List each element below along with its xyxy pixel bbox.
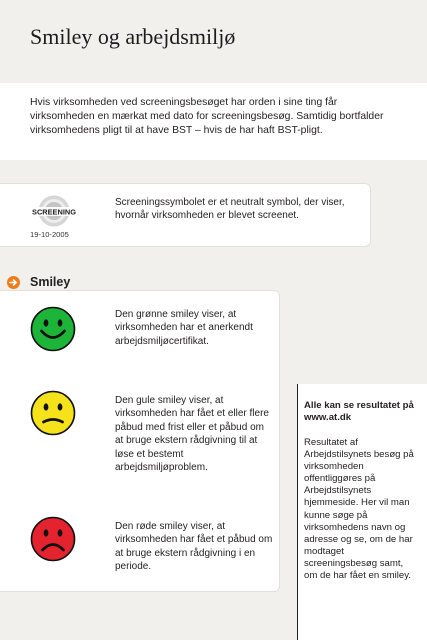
green-smiley-icon [30, 306, 76, 352]
sidebar-body: Resultatet af Arbejdstilsynets besøg på virksomheden offentliggøres på Arbejdstilsynets hjemmeside. Her vil man kunne søge på virksomhedens navn og adresse og se, om de har modtaget screeningsbesøg samt, om de har fået en smiley. [304, 437, 414, 582]
intro-paragraph: Hvis virksomheden ved screeningsbesøget har orden i sine ting får virksomheden en mærkat med dato for screeningsbesøg. Samtidig bortfalder virksomhedens pligt til at have BST – hvis de har haft BST-pligt. [30, 97, 384, 136]
yellow-smiley-icon [30, 390, 76, 436]
smiley-section-title: Smiley [30, 275, 71, 289]
red-smiley-text: Den røde smiley viser, at virksomheden har fået et påbud om at bruge ekstern rådgivning i en periode. [115, 521, 273, 573]
screening-date: 19-10-2005 [30, 230, 69, 239]
page-title: Smiley og arbejdsmiljø [30, 24, 236, 49]
arrow-right-icon [7, 276, 20, 289]
green-smiley-text: Den grønne smiley viser, at virksomheden har et anerkendt arbejdsmiljøcertifikat. [115, 309, 253, 347]
screening-logo-icon [26, 194, 82, 228]
screening-description: Screeningssymbolet er et neutralt symbol, der viser, hvornår virksomheden er blevet screenet. [115, 197, 345, 221]
screening-logo-text: SCREENING [32, 207, 76, 217]
sidebar-heading: Alle kan se resultatet på www.at.dk [304, 400, 414, 424]
yellow-smiley-text: Den gule smiley viser, at virksomheden har fået et eller flere påbud med frist eller et påbud om at bruge ekstern rådgivning til at løse et bestemt arbejdsmiljøproblem. [115, 395, 269, 474]
red-smiley-icon [30, 516, 76, 562]
info-sidebar [297, 384, 427, 640]
